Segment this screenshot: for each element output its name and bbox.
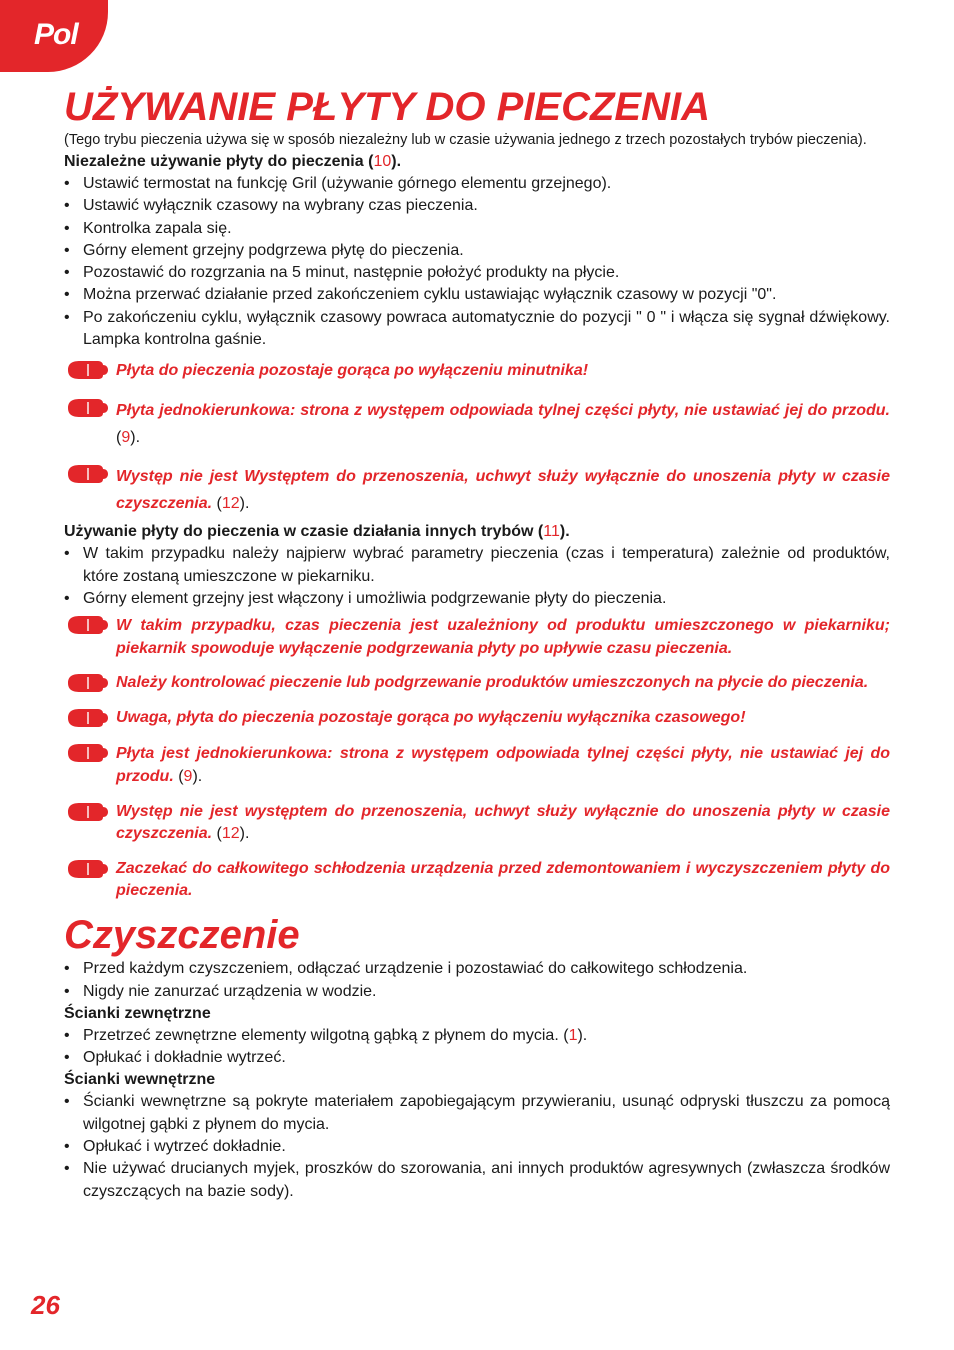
section-intro: (Tego trybu pieczenia używa się w sposób niezależny lub w czasie używania jednego z trzech pozostałych trybów pieczenia). xyxy=(64,132,867,148)
warning-note xyxy=(64,672,890,694)
hand-pointer-icon xyxy=(66,614,110,636)
section-title-cleaning: Czyszczenie xyxy=(64,913,300,958)
bullet-list-cleaning xyxy=(64,958,890,1003)
list-item: • Nie używać drucianych myjek, proszków do szorowania, ani innych produktów agresywnych (zwłaszcza środków czyszczących na bazie sody). xyxy=(64,1160,890,1200)
bullet-list-exterior xyxy=(64,1025,890,1070)
subsection-heading-other-modes: Używanie płyty do pieczenia w czasie działania innych trybów (11). xyxy=(64,523,570,541)
warning-text: Płyta jednokierunkowa: strona z występem odpowiada tylnej części płyty, nie ustawiać jej do przodu. (9). xyxy=(116,402,890,447)
warning-text: Płyta jest jednokierunkowa: strona z występem odpowiada tylnej części płyty, nie ustawiać jej do przodu. (9). xyxy=(116,745,890,786)
page-number: 26 xyxy=(31,1290,60,1320)
warning-note xyxy=(64,742,890,788)
hand-pointer-icon xyxy=(66,397,110,419)
language-tab xyxy=(0,0,108,72)
list-item: • Pozostawić do rozgrzania na 5 minut, następnie położyć produkty na płycie. xyxy=(64,264,620,282)
bullet-list-interior xyxy=(64,1091,890,1202)
hand-pointer-icon xyxy=(66,801,110,823)
list-item: • Ustawić wyłącznik czasowy na wybrany czas pieczenia. xyxy=(64,197,478,215)
bullet-list-other-modes xyxy=(64,543,890,610)
warning-text: Uwaga, płyta do pieczenia pozostaje gorąca po wyłączeniu wyłącznika czasowego! xyxy=(116,709,746,727)
list-item: • Przed każdym czyszczeniem, odłączać urządzenie i pozostawiać do całkowitego schłodzenia. xyxy=(64,960,748,978)
warning-note xyxy=(64,801,890,845)
list-item: • Górny element grzejny jest włączony i umożliwia podgrzewanie płyty do pieczenia. xyxy=(64,589,667,607)
hand-pointer-icon xyxy=(66,672,110,694)
figure-ref: 10 xyxy=(373,153,392,170)
warning-note xyxy=(64,359,890,383)
section-title-baking-plate: UŻYWANIE PŁYTY DO PIECZENIA xyxy=(64,85,710,129)
language-label: Pol xyxy=(34,18,78,51)
list-item: • Nigdy nie zanurzać urządzenia w wodzie. xyxy=(64,982,377,1000)
list-item: • Opłukać i dokładnie wytrzeć. xyxy=(64,1049,286,1067)
list-item: • Opłukać i wytrzeć dokładnie. xyxy=(64,1138,286,1156)
bullet-list-independent xyxy=(64,173,890,351)
warning-text: Występ nie jest występtem do przenoszenia, uchwyt służy wyłącznie do unoszenia płyty w czasie czyszczenia. (12). xyxy=(116,803,890,843)
list-item: • Górny element grzejny podgrzewa płytę do pieczenia. xyxy=(64,241,464,259)
warning-note xyxy=(64,397,890,451)
figure-ref: 11 xyxy=(543,523,560,541)
warning-note xyxy=(64,707,890,729)
list-item: • Przetrzeć zewnętrzne elementy wilgotną gąbką z płynem do mycia. (1). xyxy=(64,1026,588,1044)
list-item: • W takim przypadku należy najpierw wybrać parametry pieczenia (czas i temperatura) zależnie od produktów, które zostaną umieszczone w piekarniku. xyxy=(64,545,890,585)
hand-pointer-icon xyxy=(66,707,110,729)
subsection-heading-exterior: Ścianki zewnętrzne xyxy=(64,1004,211,1022)
list-item: • Po zakończeniu cyklu, wyłącznik czasowy powraca automatycznie do pozycji " 0 " i włącza się sygnał dźwiękowy. Lampka kontrolna gaśnie. xyxy=(64,308,890,349)
warning-text: Należy kontrolować pieczenie lub podgrzewanie produktów umieszczonych na płycie do pieczenia. xyxy=(116,674,869,692)
warning-text: Występ nie jest Występtem do przenoszenia, uchwyt służy wyłącznie do unoszenia płyty w czasie czyszczenia. (12). xyxy=(116,468,890,513)
subsection-heading-interior: Ścianki wewnętrzne xyxy=(64,1071,216,1089)
subsection-heading-text: Niezależne używanie płyty do pieczenia xyxy=(64,153,364,170)
subsection-heading-independent: Niezależne używanie płyty do pieczenia (10). xyxy=(64,153,402,170)
list-item: • Ustawić termostat na funkcję Gril (używanie górnego elementu grzejnego). xyxy=(64,175,612,192)
hand-pointer-icon xyxy=(66,359,110,381)
warning-note xyxy=(64,463,890,517)
list-item: • Kontrolka zapala się. xyxy=(64,219,232,237)
warning-note xyxy=(64,858,890,902)
subsection-heading-text: Używanie płyty do pieczenia w czasie działania innych trybów xyxy=(64,523,534,541)
warning-text: W takim przypadku, czas pieczenia jest uzależniony od produktu umieszczonego w piekarniku; piekarnik spowoduje wyłączenie podgrzewania płyty po upływie czasu pieczenia. xyxy=(116,617,890,658)
list-item: • Ścianki wewnętrzne są pokryte materiałem zapobiegającym przywieraniu, usunąć odpryski tłuszczu za pomocą wilgotnej gąbki z płynem do mycia. xyxy=(64,1093,890,1133)
warning-note xyxy=(64,614,890,660)
hand-pointer-icon xyxy=(66,858,110,880)
figure-ref: 1 xyxy=(568,1026,578,1044)
hand-pointer-icon xyxy=(66,742,110,764)
warning-text: Zaczekać do całkowitego schłodzenia urządzenia przed zdemontowaniem i wyczyszczeniem płyty do pieczenia. xyxy=(116,860,890,900)
list-item: • Można przerwać działanie przed zakończeniem cyklu ustawiając wyłącznik czasowy w pozycji "0". xyxy=(64,286,777,304)
page-content xyxy=(64,84,890,1203)
warning-text: Płyta do pieczenia pozostaje gorąca po wyłączeniu minutnika! xyxy=(116,362,589,380)
hand-pointer-icon xyxy=(66,463,110,485)
